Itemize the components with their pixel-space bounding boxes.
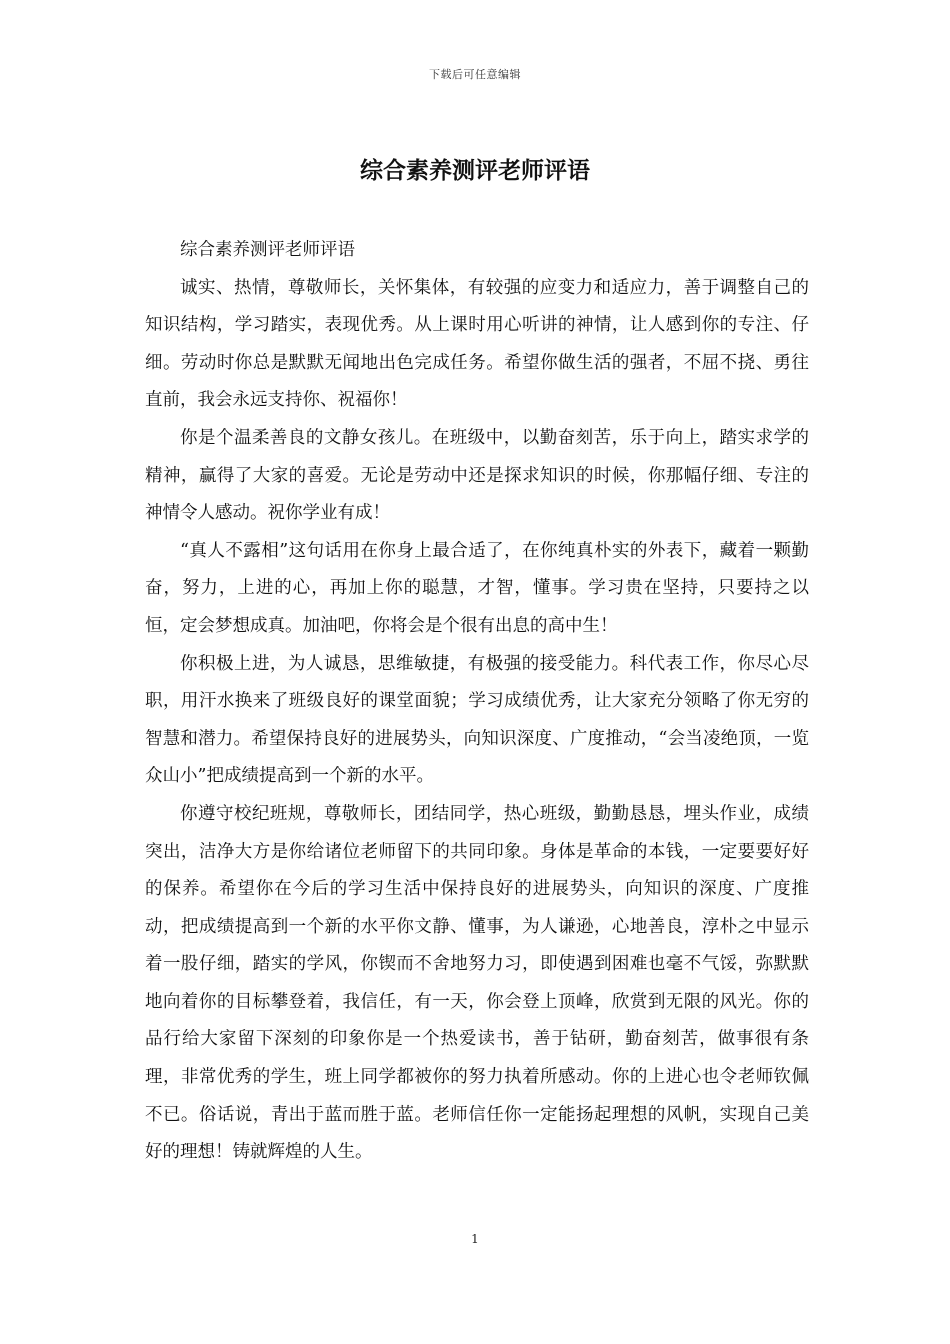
paragraph: “真人不露相”这句话用在你身上最合适了，在你纯真朴实的外表下，藏着一颗勤奋，努力，上进的心，再加上你的聪慧，才智，懂事。学习贵在坚持，只要持之以恒，定会梦想成真。加油吧，你将会是个很有出息的高中生！ bbox=[145, 540, 809, 636]
paragraph: 诚实、热情，尊敬师长，关怀集体，有较强的应变力和适应力，善于调整自己的知识结构，学习踏实，表现优秀。从上课时用心听讲的神情，让人感到你的专注、仔细。劳动时你总是默默无闻地出色完成任务。希望你做生活的强者，不屈不挠、勇往直前，我会永远支持你、祝福你！ bbox=[145, 277, 809, 411]
paragraph: 你是个温柔善良的文静女孩儿。在班级中，以勤奋刻苦，乐于向上，踏实求学的精神，赢得了大家的喜爱。无论是劳动中还是探求知识的时候，你那幅仔细、专注的神情令人感动。祝你学业有成！ bbox=[145, 427, 809, 524]
paragraph-subtitle: 综合素养测评老师评语 bbox=[180, 240, 355, 260]
header-note: 下载后可任意编辑 bbox=[429, 68, 521, 81]
document-body bbox=[145, 232, 809, 1172]
page-number: 1 bbox=[471, 1232, 479, 1246]
document-title: 综合素养测评老师评语 bbox=[360, 157, 590, 184]
paragraph: 你积极上进，为人诚恳，思维敏捷，有极强的接受能力。科代表工作，你尽心尽职，用汗水换来了班级良好的课堂面貌；学习成绩优秀，让大家充分领略了你无穷的智慧和潜力。希望保持良好的进展势头，向知识深度、广度推动，“会当凌绝顶，一览众山小”把成绩提高到一个新的水平。 bbox=[145, 653, 809, 787]
paragraph: 你遵守校纪班规，尊敬师长，团结同学，热心班级，勤勤恳恳，埋头作业，成绩突出，洁净大方是你给诸位老师留下的共同印象。身体是革命的本钱，一定要要好好的保养。希望你在今后的学习生活中保持良好的进展势头，向知识的深度、广度推动，把成绩提高到一个新的水平你文静、懂事，为人谦逊，心地善良，淳朴之中显示着一股仔细，踏实的学风，你锲而不舍地努力习，即使遇到困难也毫不气馁，弥默默地向着你的目标攀登着，我信任，有一天，你会登上顶峰，欣赏到无限的风光。你的品行给大家留下深刻的印象你是一个热爱读书，善于钻研，勤奋刻苦，做事很有条理，非常优秀的学生，班上同学都被你的努力执着所感动。你的上进心也令老师钦佩不已。俗话说，青出于蓝而胜于蓝。老师信任你一定能扬起理想的风帆，实现自己美好的理想！铸就辉煌的人生。 bbox=[145, 803, 809, 1163]
